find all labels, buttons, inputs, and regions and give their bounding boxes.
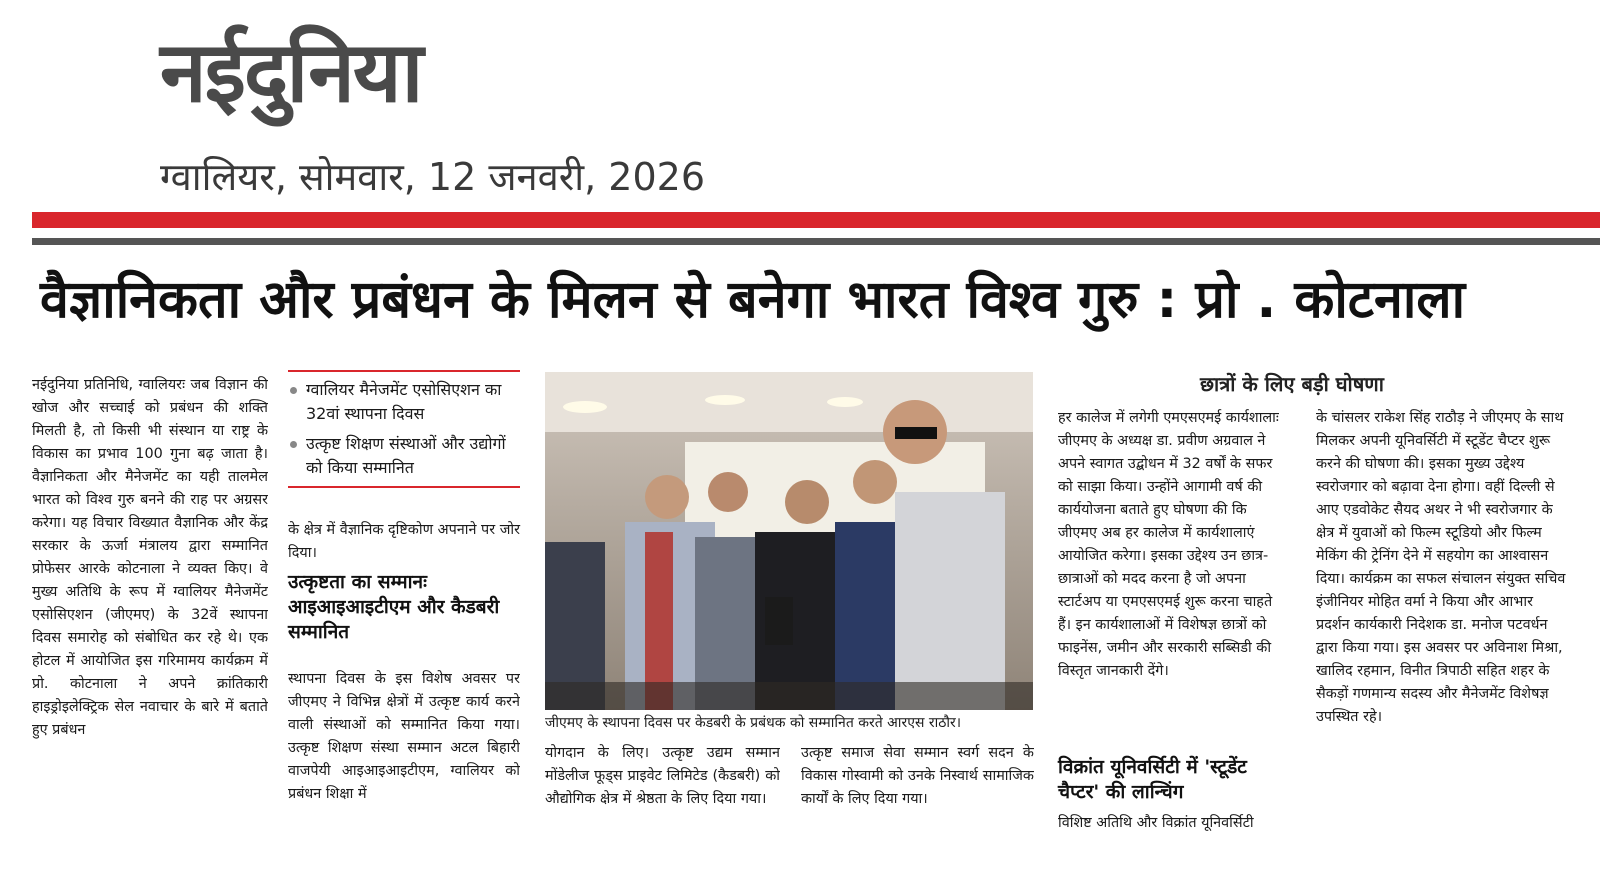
article-column-4: उत्कृष्ट समाज सेवा सम्मान स्वर्ग सदन के विकास गोस्वामी को उनके निस्वार्थ सामाजिक कार्यों के लिए दिया गया।: [801, 745, 1034, 807]
highlight-top-rule: [288, 370, 520, 372]
subhead-vikrant: विक्रांत यूनिवर्सिटी में 'स्टूडेंट चैप्टर' की लान्चिंग: [1058, 756, 1247, 803]
photo-illustration: [545, 372, 1033, 710]
article-column-6: के चांसलर राकेश सिंह राठौड़ ने जीएमए के साथ मिलकर अपनी यूनिवर्सिटी में स्टूडेंट चैप्टर शुरू करने की घोषणा की। इसका मुख्य उद्देश्य स्वरोजगार को बढ़ावा देना होगा। वहीं दिल्ली से आए एडवोकेट सैयद अथर ने भी स्वरोजगार के क्षेत्र में युवाओं को फिल्म स्टूडियो और फिल्म मेकिंग की ट्रेनिंग देने में सहयोग का आश्वासन दिया। कार्यक्रम का सफल संचालन संयुक्त सचिव इंजीनियर मोहित वर्मा ने किया और आभार प्रदर्शन कार्यकारी निदेशक डा. मनोज पटवर्धन द्वारा किया गया। इस अवसर पर अविनाश मिश्रा, खालिद रहमान, विनीत त्रिपाठी सहित शहर के सैकड़ों गणमान्य सदस्य और मैनेजमेंट विशेषज्ञ उपस्थित रहे।: [1316, 410, 1566, 725]
highlight-item: [288, 378, 520, 426]
masthead-logo: नईदुनिया: [160, 23, 422, 121]
article-column-5: हर कालेज में लगेगी एमएसएमई कार्यशालाः जीएमए के अध्यक्ष डा. प्रवीण अग्रवाल ने अपने स्वागत उद्बोधन में 32 वर्षों के सफर को साझा किया। उन्होंने आगामी वर्ष की कार्ययोजना बताते हुए घोषणा की कि जीएमए अब हर कालेज में कार्यशालाएं आयोजित करेगा। इसका उद्देश्य उन छात्र-छात्राओं को मदद करना है जो अपना स्टार्टअप या एमएसएमई शुरू करना चाहते हैं। इन कार्यशालाओं में विशेषज्ञ छात्रों को फाइनेंस, जमीन और सरकारी सब्सिडी की विस्तृत जानकारी देंगे।: [1058, 410, 1279, 679]
subhead-excellence: उत्कृष्टता का सम्मानः आइआइआइटीएम और कैडबरी सम्मानित: [288, 571, 500, 643]
dateline: ग्वालियर, सोमवार, 12 जनवरी, 2026: [160, 155, 706, 199]
highlight-item: [288, 432, 520, 480]
event-photo: [545, 372, 1033, 710]
highlight-text: उत्कृष्ट शिक्षण संस्थाओं और उद्योगों को किया सम्मानित: [306, 434, 506, 477]
page-headline: वैज्ञानिकता और प्रबंधन के मिलन से बनेगा भारत विश्व गुरु : प्रो . कोटनाला: [40, 270, 1466, 330]
highlight-box: [288, 370, 520, 488]
highlight-bottom-rule: [288, 486, 520, 488]
photo-caption: जीएमए के स्थापना दिवस पर केडबरी के प्रबंधक को सम्मानित करते आरएस राठौर।: [545, 715, 962, 731]
article-column-3: योगदान के लिए। उत्कृष्ट उद्यम सम्मान मोंडेलीज फूड्स प्राइवेट लिमिटेड (कैडबरी) को औद्योगिक क्षेत्र में श्रेष्ठता के लिए दिया गया।: [545, 745, 780, 807]
section-title-students: छात्रों के लिए बड़ी घोषणा: [1200, 372, 1384, 396]
masthead-red-rule: [32, 212, 1600, 228]
article-column-5-end: विशिष्ट अतिथि और विक्रांत यूनिवर्सिटी: [1058, 815, 1254, 831]
bullet-icon: [290, 387, 297, 394]
article-column-1: नईदुनिया प्रतिनिधि, ग्वालियरः जब विज्ञान की खोज और सच्चाई को प्रबंधन की शक्ति मिलती है, तो किसी भी संस्थान या राष्ट्र के विकास का प्रभाव 100 गुना बढ़ जाता है। वैज्ञानिकता और मैनेजमेंट का यही तालमेल भारत को विश्व गुरु बनने की राह पर अग्रसर करेगा। यह विचार विख्यात वैज्ञानिक और केंद्र सरकार के ऊर्जा मंत्रालय द्वारा सम्मानित प्रोफेसर आरके कोटनाला ने व्यक्त किए। वे मुख्य अतिथि के रूप में ग्वालियर मैनेजमेंट एसोसिएशन (जीएमए) के 32वें स्थापना दिवस समारोह को संबोधित कर रहे थे। एक होटल में आयोजित इस गरिमामय कार्यक्रम में प्रो. कोटनाला ने अपने क्रांतिकारी हाइड्रोइलेक्ट्रिक सेल नवाचार के बारे में बताते हुए प्रबंधन: [32, 377, 268, 738]
bullet-icon: [290, 441, 297, 448]
article-column-2-body: स्थापना दिवस के इस विशेष अवसर पर जीएमए ने विभिन्न क्षेत्रों में उत्कृष्ट कार्य करने वाली संस्थाओं को सम्मानित किया गया। उत्कृष्ट शिक्षण संस्था सम्मान अटल बिहारी वाजपेयी आइआइआइटीएम, ग्वालियर को प्रबंधन शिक्षा में: [288, 671, 520, 802]
highlight-text: ग्वालियर मैनेजमेंट एसोसिएशन का 32वां स्थापना दिवस: [306, 380, 502, 423]
masthead-gray-rule: [32, 238, 1600, 245]
article-column-2-top: के क्षेत्र में वैज्ञानिक दृष्टिकोण अपनाने पर जोर दिया।: [288, 522, 520, 561]
